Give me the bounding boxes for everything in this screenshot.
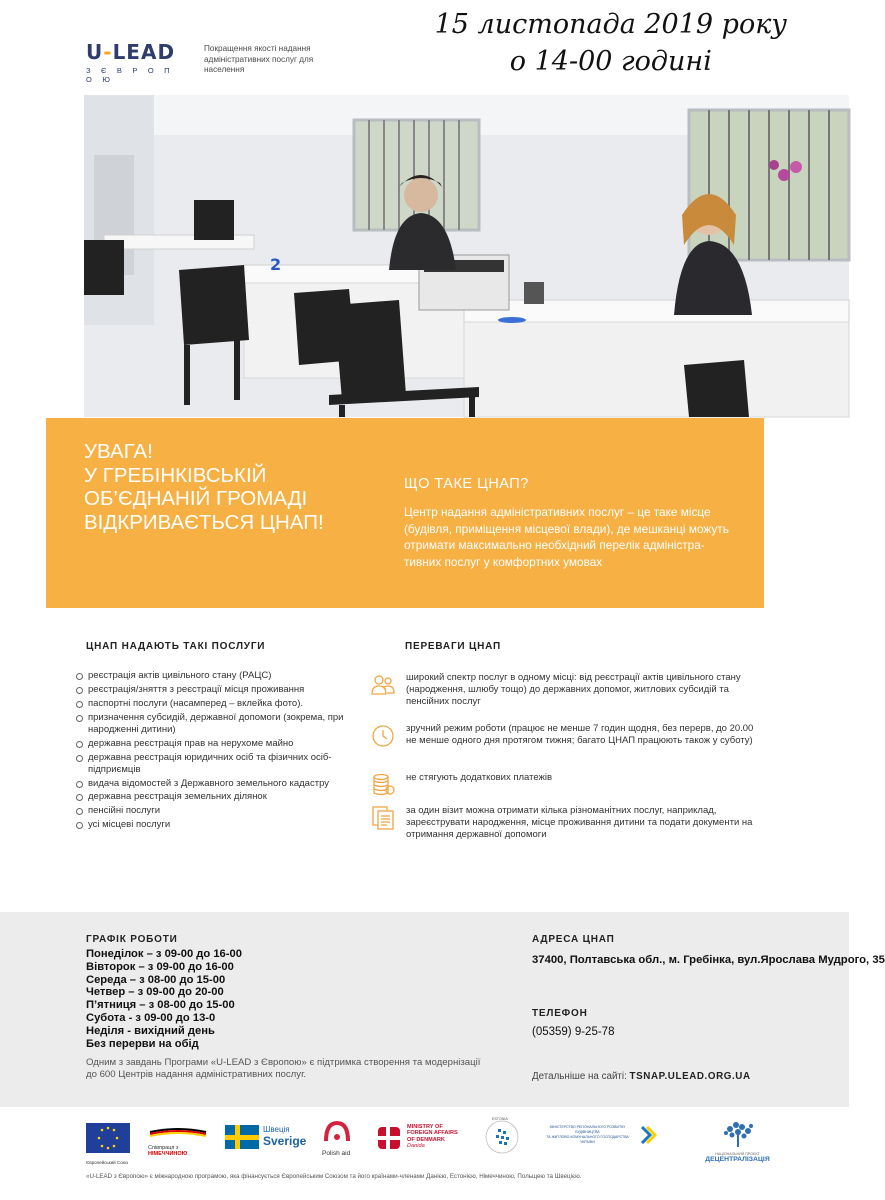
date-line: 15 листопада 2019 року [434, 9, 787, 40]
list-item: державна реєстрація земельних ділянок [76, 791, 376, 803]
announcement-banner [46, 418, 764, 608]
schedule-row: Середа – з 08-00 до 15-00 [86, 973, 226, 986]
sweden-flag-icon [225, 1125, 259, 1149]
phone-title: ТЕЛЕФОН [532, 1008, 588, 1019]
schedule-row: Вівторок – з 09-00 до 16-00 [86, 960, 234, 973]
partner-logos [0, 1107, 849, 1200]
list-item: реєстрація/зняття з реєстрації місця проживання [76, 684, 376, 696]
website-link[interactable]: TSNAP.ULEAD.ORG.UA [629, 1071, 751, 1082]
office-photo [84, 95, 849, 417]
schedule-row: Субота - з 09-00 до 13-0 [86, 1011, 216, 1024]
program-footnote: Одним з завдань Програми «U-LEAD з Європою» є підтримка створення та модернізації до 600 Центрів надання адміністративних послуг. [86, 1057, 481, 1081]
services-list [76, 670, 376, 833]
list-item: видача відомостей з Державного земельного кадастру [76, 778, 376, 790]
banner-question: ЩО ТАКЕ ЦНАП? [404, 476, 529, 492]
schedule-row: Четвер – з 09-00 до 20-00 [86, 986, 224, 999]
schedule-row: Понеділок – з 09-00 до 16-00 [86, 948, 242, 960]
polish-aid-icon [322, 1119, 352, 1145]
header [0, 0, 849, 95]
schedule-list [86, 948, 242, 1050]
sweden-logo: Швеція Sverige [225, 1125, 306, 1149]
tree-icon [718, 1119, 758, 1147]
list-item: державна реєстрація прав на нерухоме майно [76, 738, 376, 750]
list-item: призначення субсидій, державної допомоги (зокрема, при народженні дитини) [76, 712, 376, 736]
schedule-title: ГРАФІК РОБОТИ [86, 934, 178, 945]
advantages-title: ПЕРЕВАГИ ЦНАП [405, 641, 501, 652]
banner-title: УВАГА! У ГРЕБІНКІВСЬКІЙ ОБ’ЄДНАНІЙ ГРОМАДІ ВІДКРИВАЄТЬСЯ ЦНАП! [84, 440, 324, 534]
estonia-emblem-icon [484, 1119, 520, 1155]
schedule-row: Неділя - вихідний день [86, 1024, 215, 1037]
banner-description: Центр надання адміністративних послуг – це таке місце (будівля, приміщення місцевої влади), де мешканці можуть отримати максимально необхідний перелік адміністра-тивних послуг у комфортних умовах [404, 505, 729, 569]
phone-number: (05359) 9-25-78 [532, 1026, 615, 1038]
coins-icon [370, 772, 396, 798]
tagline: Покращення якості надання адміністративних послуг для населення [204, 44, 314, 74]
logo-subtitle: З Є В Р О П О Ю [86, 66, 174, 84]
list-item: реєстрація актів цивільного стану (РАЦС) [76, 670, 376, 682]
list-item: паспортні послуги (насамперед – вклейка фото). [76, 698, 376, 710]
time-line: о 14-00 годині [509, 46, 712, 77]
flag-stripes-icon [148, 1126, 208, 1136]
list-item: усі місцеві послуги [76, 819, 376, 831]
schedule-row: П’ятниця – з 08-00 до 15-00 [86, 999, 235, 1012]
germany-cooperation-logo: Співпраця з НІМЕЧЧИНОЮ [148, 1123, 208, 1157]
svg-text:2: 2 [270, 255, 282, 274]
address: 37400, Полтавська обл., м. Гребінка, вул.Ярослава Мудрого, 35 [532, 954, 885, 966]
eu-logo: Європейський Союз [86, 1123, 130, 1165]
ukraine-ministry-logo: МІНІСТЕРСТВО РЕГІОНАЛЬНОГО РОЗВИТКУ БУДІВНИЦТВА ТА ЖИТЛОВО-КОМУНАЛЬНОГО ГОСПОДАРСТВА УКРАЇНИ [535, 1125, 660, 1145]
info-footer [0, 912, 885, 1107]
website-line: Детальніше на сайті: TSNAP.ULEAD.ORG.UA [532, 1071, 751, 1082]
decentralization-logo: НАЦІОНАЛЬНИЙ ПРОЄКТ ДЕЦЕНТРАЛІЗАЦІЯ [700, 1119, 775, 1163]
list-item: пенсійні послуги [76, 805, 376, 817]
schedule-row: Без перерви на обід [86, 1037, 199, 1050]
clock-icon [370, 723, 396, 749]
eu-flag-icon [86, 1123, 130, 1153]
list-item: державна реєстрація юридичних осіб та фізичних осіб-підприємців [76, 752, 376, 776]
funding-credit: «U-LEAD з Європою» є міжнародною програмою, яка фінансується Європейським Союзом та його країнами-членами Данією, Естонією, Німеччиною, Польщею та Швецією. [86, 1173, 582, 1180]
documents-icon [370, 805, 396, 831]
people-icon [370, 672, 396, 698]
services-title: ЦНАП НАДАЮТЬ ТАКІ ПОСЛУГИ [86, 641, 266, 652]
office-photo-illustration [84, 95, 849, 417]
u-lead-logo: U-LEAD З Є В Р О П О Ю [86, 40, 186, 84]
polish-aid-logo: Polish aid [322, 1119, 352, 1157]
estonia-logo: ESTONIA [484, 1119, 520, 1160]
chevron-arrows-icon [640, 1125, 656, 1145]
address-title: АДРЕСА ЦНАП [532, 934, 615, 945]
denmark-mfa-logo: MINISTRY OF FOREIGN AFFAIRS OF DENMARK Danida [375, 1124, 458, 1152]
denmark-crest-icon [375, 1124, 403, 1152]
event-date [435, 6, 787, 80]
